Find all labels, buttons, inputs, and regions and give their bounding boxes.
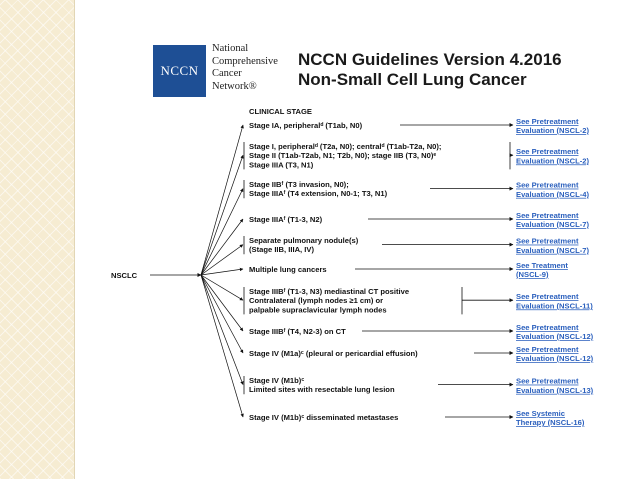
fan-arrow — [201, 269, 243, 275]
stage-label: Stage IIIBᶠ (T1-3, N3) mediastinal CT positive Contralateral (lymph nodes ≥1 cm) or palpable supraclavicular lymph nodes — [249, 287, 410, 315]
evaluation-link[interactable]: See Pretreatment Evaluation (NSCL-11) — [516, 292, 593, 311]
evaluation-link[interactable]: See Pretreatment Evaluation (NSCL-4) — [516, 180, 589, 199]
logo-abbrev: NCCN — [160, 63, 199, 78]
fan-arrow — [201, 275, 243, 331]
title-line-2: Non-Small Cell Lung Cancer — [298, 70, 527, 89]
stage-label: Stage IA, peripheralᵈ (T1ab, N0) — [249, 121, 363, 130]
stage-label: Multiple lung cancers — [249, 265, 327, 274]
evaluation-link[interactable]: See Systemic Therapy (NSCL-16) — [516, 409, 585, 428]
org-line: Comprehensive — [212, 55, 278, 67]
fan-arrow — [201, 275, 243, 353]
org-line: National — [212, 43, 249, 54]
clinical-stage-heading: CLINICAL STAGE — [249, 107, 313, 116]
stage-label: Stage IIBᶠ (T3 invasion, N0); Stage IIIAᶠ (T4 extension, N0-1; T3, N1) — [249, 180, 388, 199]
evaluation-link[interactable]: See Pretreatment Evaluation (NSCL-12) — [516, 323, 594, 342]
nsclc-root-label: NSCLC — [111, 271, 138, 280]
evaluation-link[interactable]: See Treatment (NSCL-9) — [516, 261, 568, 280]
stage-label: Stage IV (M1a)ᶜ (pleural or pericardial effusion) — [249, 349, 418, 358]
fan-arrow — [201, 189, 243, 275]
evaluation-link[interactable]: See Pretreatment Evaluation (NSCL-2) — [516, 117, 589, 136]
evaluation-link[interactable]: See Pretreatment Evaluation (NSCL-12) — [516, 345, 594, 364]
title-line-1: NCCN Guidelines Version 4.2016 — [298, 50, 562, 69]
fan-arrow — [201, 275, 243, 385]
stage-label: Stage I, peripheralᵈ (T2a, N0); centralᵈ (T1ab-T2a, N0); Stage II (T1ab-T2ab, N1; T2b, N0); stage IIB (T3, N0)ᵉ Stage IIIA (T3, N1) — [249, 142, 442, 170]
org-line: Cancer — [212, 68, 242, 79]
stage-label: Stage IV (M1b)ᶜ Limited sites with resectable lung lesion — [249, 376, 395, 395]
fan-arrow — [201, 245, 243, 275]
stage-label: Stage IIIBᶠ (T4, N2-3) on CT — [249, 327, 346, 336]
fan-arrow — [201, 219, 243, 275]
evaluation-link[interactable]: See Pretreatment Evaluation (NSCL-7) — [516, 211, 589, 230]
evaluation-link[interactable]: See Pretreatment Evaluation (NSCL-7) — [516, 236, 589, 255]
evaluation-link[interactable]: See Pretreatment Evaluation (NSCL-13) — [516, 376, 594, 395]
org-line: Network® — [212, 80, 257, 92]
evaluation-link[interactable]: See Pretreatment Evaluation (NSCL-2) — [516, 147, 589, 166]
fan-arrow — [201, 125, 243, 275]
fan-arrow — [201, 155, 243, 275]
stage-label: Stage IIIAᶠ (T1-3, N2) — [249, 215, 323, 224]
stage-label: Separate pulmonary nodule(s) (Stage IIB, IIIA, IV) — [249, 236, 359, 255]
stage-label: Stage IV (M1b)ᶜ disseminated metastases — [249, 413, 399, 422]
